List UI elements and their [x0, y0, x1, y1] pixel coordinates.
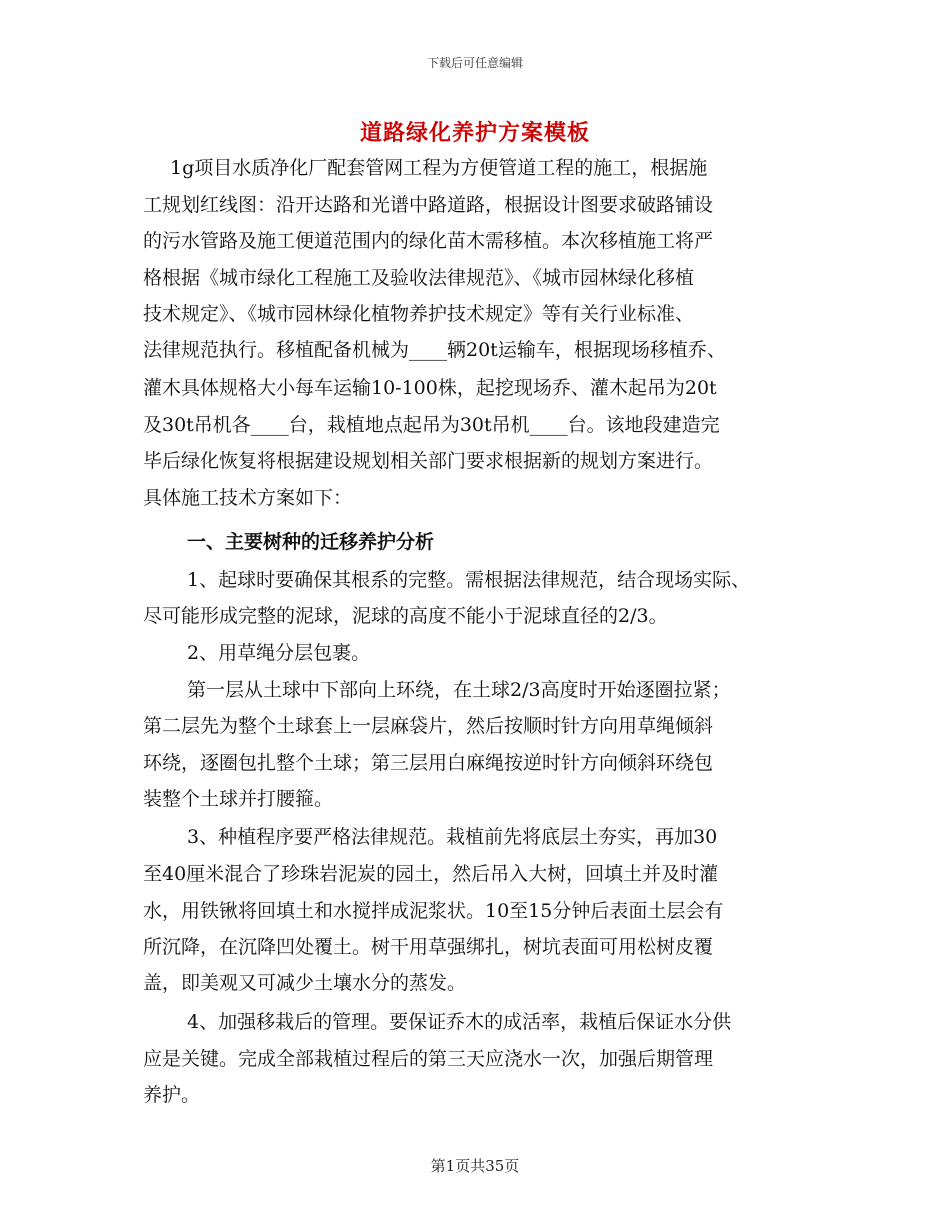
page-header: 下载后可任意编辑 [426, 56, 523, 70]
text-line: 的污水管路及施工便道范围内的绿化苗木需移植。本次移植施工将严 [143, 230, 714, 252]
text-line: 尽可能形成完整的泥球，泥球的高度不能小于泥球直径的2/3。 [143, 605, 668, 627]
text-line: 1、起球时要确保其根系的完整。需根据法律规范，结合现场实际、 [187, 569, 751, 591]
section-heading: 一、主要树种的迁移养护分析 [187, 531, 435, 553]
text-line: 灌木具体规格大小每车运输10-100株，起挖现场乔、灌木起吊为20t [143, 377, 717, 399]
page-footer: 第1页共35页 [430, 1157, 520, 1175]
document-title: 道路绿化养护方案模板 [359, 120, 590, 146]
text-line: 水，用铁锹将回填土和水搅拌成泥浆状。10至15分钟后表面土层会有 [143, 900, 724, 922]
text-line: 第二层先为整个土球套上一层麻袋片，然后按顺时针方向用草绳倾斜 [143, 715, 714, 737]
text-line: 格根据《城市绿化工程施工及验收法律规范》、《城市园林绿化移植 [143, 267, 695, 289]
text-line: 盖，即美观又可减少土壤水分的蒸发。 [143, 972, 467, 994]
text-line: 第一层从土球中下部向上环绕，在土球2/3高度时开始逐圈拉紧； [187, 679, 731, 701]
text-line: 2、用草绳分层包裹。 [187, 642, 371, 664]
text-line: 及30t吊机各____台，栽植地点起吊为30t吊机____台。该地段建造完 [143, 414, 720, 436]
text-line: 4、加强移栽后的管理。要保证乔木的成活率，栽植后保证水分供 [187, 1011, 732, 1033]
text-line: 3、种植程序要严格法律规范。栽植前先将底层土夯实，再加30 [187, 826, 718, 848]
text-line: 应是关键。完成全部栽植过程后的第三天应浇水一次，加强后期管理 [143, 1048, 714, 1070]
text-line: 养护。 [143, 1084, 201, 1106]
text-line: 所沉降，在沉降凹处覆土。树干用草强绑扎，树坑表面可用松树皮覆 [143, 936, 714, 958]
text-line: 工规划红线图：沿开达路和光谱中路道路，根据设计图要求破路铺设 [143, 194, 714, 216]
text-line: 具体施工技术方案如下： [143, 487, 353, 509]
text-line: 法律规范执行。移植配备机械为____辆20t运输车，根据现场移植乔、 [143, 339, 726, 361]
text-line: 环绕，逐圈包扎整个土球；第三层用白麻绳按逆时针方向倾斜环绕包 [143, 752, 714, 774]
text-line: 1g项目水质净化厂配套管网工程为方便管道工程的施工，根据施 [170, 157, 708, 179]
text-line: 至40厘米混合了珍珠岩泥炭的园土，然后吊入大树，回填土并及时灌 [143, 863, 719, 885]
text-line: 技术规定》、《城市园林绿化植物养护技术规定》等有关行业标准、 [143, 303, 695, 325]
text-line: 装整个土球并打腰箍。 [143, 788, 334, 810]
text-line: 毕后绿化恢复将根据建设规划相关部门要求根据新的规划方案进行。 [143, 450, 714, 472]
